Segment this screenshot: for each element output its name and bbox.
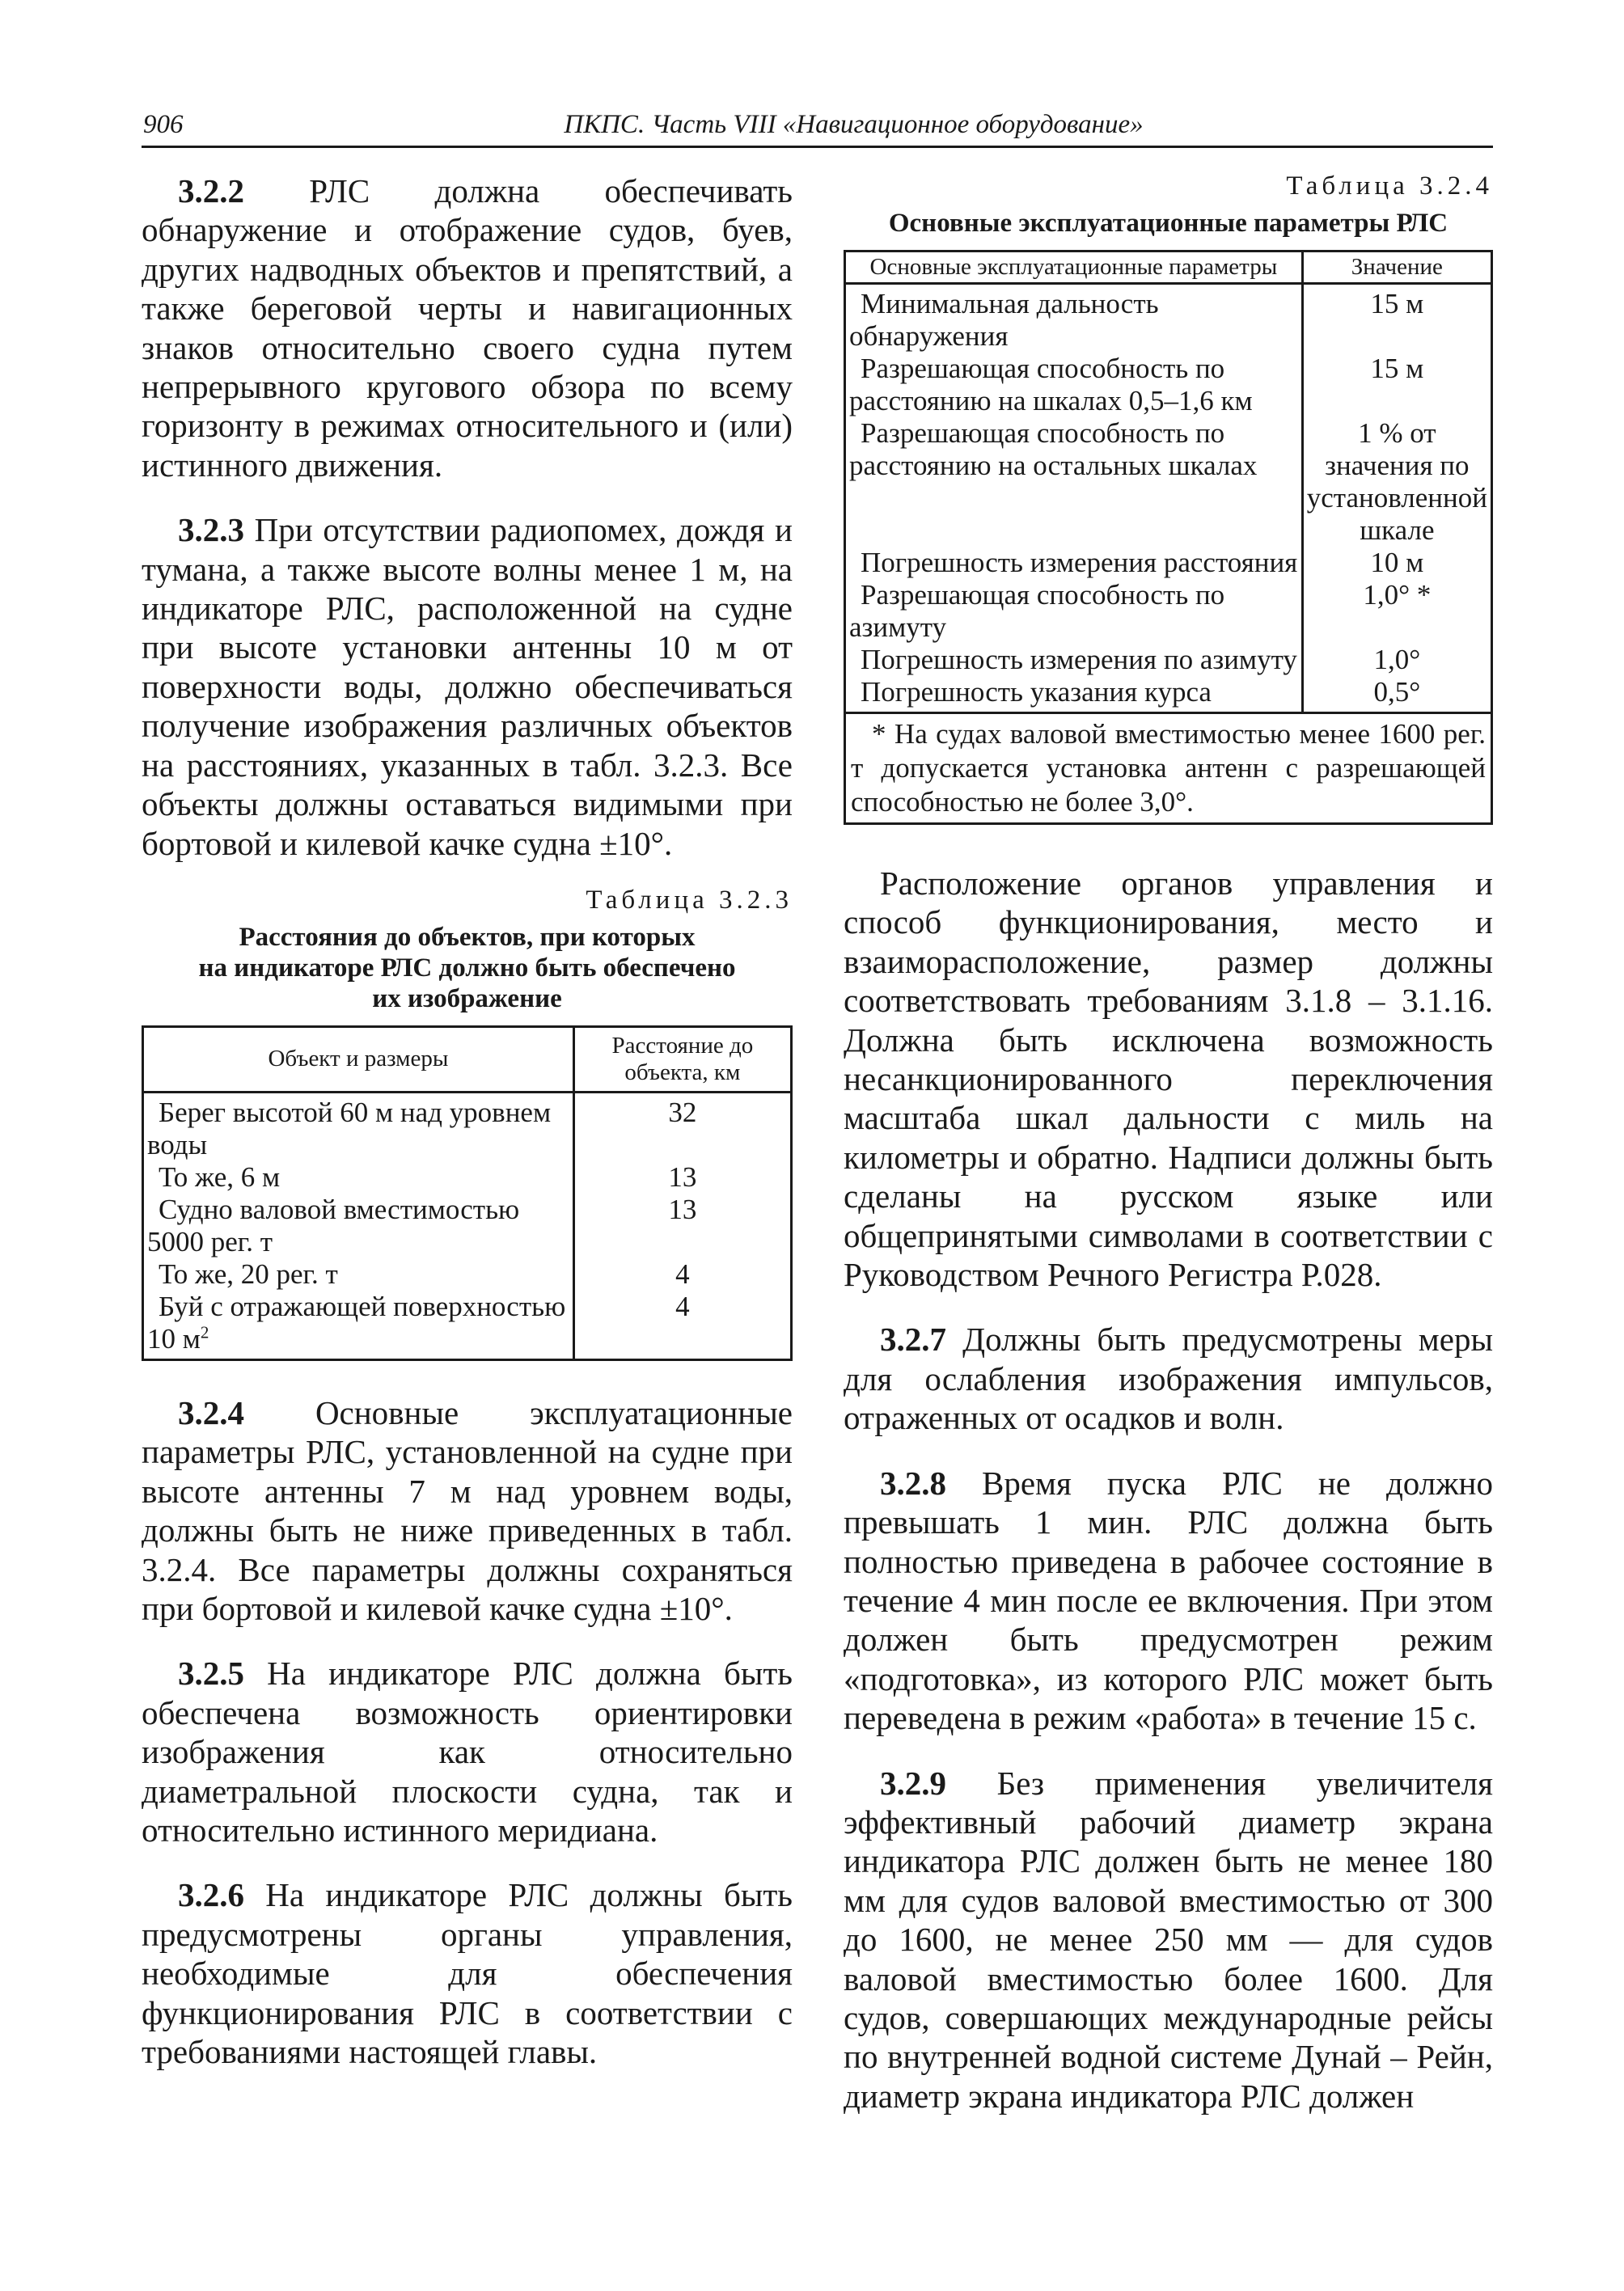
clause-number: 3.2.4 [178,1393,244,1431]
table-row [845,579,1492,644]
parameter-cell: Погрешность измерения по азимуту [845,644,1303,676]
object-cell: Берег высотой 60 м над уровнем воды [143,1092,574,1161]
paragraph-3-2-4 [142,1393,793,1628]
parameter-cell: Разрешающая способность по расстоянию на остальных шкалах [845,417,1303,547]
paragraph-text: При отсутствии радиопомех, дождя и тумана, а также высоте волны менее 1 м, на индикаторе РЛС, расположенной на судне при высоте установки антенны 10 м от поверхности воды, должно обеспечиваться получение изображения различных объектов на расстояниях, указанных в табл. 3.2.3. Все объекты должны оставаться видимыми при бортовой и килевой качке судна ±10°. [142,511,793,862]
paragraph-3-2-7 [844,1320,1493,1437]
table-title: Основные эксплуатационные параметры РЛС [888,209,1448,238]
table-row [845,353,1492,417]
value-cell: 10 м [1302,547,1491,579]
value-cell: 15 м [1302,353,1491,417]
table-row [143,1161,792,1194]
superscript: 2 [200,1322,209,1342]
table-row [143,1258,792,1291]
table-3-2-3-block [142,886,793,1361]
paragraph-text: Время пуска РЛС не должно превышать 1 мин. РЛС должна быть полностью приведена в рабочее состояние в течение 4 мин после ее включения. При этом должен быть предусмотрен режим «подготовка», из которого РЛС может быть переведена в режим «работа» в течение 15 с. [844,1464,1493,1737]
column-header: Основные эксплуатационные параметры [845,252,1303,284]
paragraph-text: РЛС должна обеспечивать обнаружение и отображение судов, буев, других надводных объектов и препятствий, а также береговой черты и навигационных знаков относительно своего судна путем непрерывного кругового обзора по всему горизонту в режимах относительного и (или) истинного движения. [142,172,793,484]
paragraph-3-2-2 [142,171,793,484]
table-title-line: Расстояния до объектов, при которых [239,922,696,952]
page-number: 906 [143,110,184,139]
parameter-cell: Погрешность указания курса [845,676,1303,713]
clause-number: 3.2.6 [178,1876,244,1914]
paragraph-text: Основные эксплуатационные параметры РЛС, установленной на судне при высоте антенны 7 м над уровнем воды, должны быть не ниже приведенных в табл. 3.2.4. Все параметры должны сохраняться при бортовой и килевой качке судна ±10°. [142,1393,793,1627]
clause-number: 3.2.5 [178,1655,244,1693]
paragraph-3-2-5 [142,1654,793,1849]
table-row [845,417,1492,547]
table-row [845,676,1492,713]
table-row [845,644,1492,676]
value-cell: 1 % от значения по установленной шкале [1302,417,1491,547]
paragraph-controls [844,864,1493,1294]
object-text: Буй с отражающей поверхностью 10 м [147,1290,566,1355]
table-row [845,547,1492,579]
table-header-row [143,1026,792,1092]
value-cell: 15 м [1302,284,1491,353]
paragraph-3-2-3 [142,510,793,863]
paragraph-text: Без применения увеличителя эффективный рабочий диаметр экрана индикатора РЛС должен быть не менее 180 мм для судов валовой вместимостью от 300 до 1600, не менее 250 мм — для судов валовой вместимостью более 1600. Для судов, совершающих международные рейсы по внутренней водной системе Дунай – Рейн, диаметр экрана индикатора РЛС должен [844,1764,1493,2115]
table-3-2-3 [142,1025,793,1361]
table-3-2-4-block [844,171,1493,825]
table-row [143,1092,792,1161]
clause-number: 3.2.2 [178,172,244,209]
table-title-line: на индикаторе РЛС должно быть обеспечено [198,953,736,983]
parameter-cell: Погрешность измерения расстояния [845,547,1303,579]
clause-number: 3.2.7 [880,1321,946,1359]
running-header [142,104,1493,148]
running-title: ПКПС. Часть VIII «Навигационное оборудование» [564,110,1144,139]
column-header: Расстояние до объекта, км [573,1026,791,1092]
parameter-cell: Минимальная дальность обнаружения [845,284,1303,353]
paragraph-text: Расположение органов управления и способ функционирования, место и взаиморасположение, размер должны соответствовать требованиям 3.1.8 – 3.1.16. Должна быть исключена возможность несанкционированного переключения масштаба шкал дальности с миль на километры и обратно. Надписи должны быть сделаны на русском языке или общепринятыми символами в соответствии с Руководством Речного Регистра Р.028. [844,864,1493,1294]
table-row [143,1291,792,1360]
paragraph-3-2-8 [844,1464,1493,1738]
object-cell: То же, 20 рег. т [143,1258,574,1291]
table-title [142,922,793,1014]
table-row [143,1194,792,1258]
column-header: Объект и размеры [143,1026,574,1092]
table-title-line: их изображение [372,983,562,1013]
clause-number: 3.2.9 [880,1764,946,1802]
paragraph-3-2-9 [844,1764,1493,2116]
distance-cell: 13 [573,1161,791,1194]
paragraph-text: Должны быть предусмотрены меры для ослабления изображения импульсов, отраженных от осадков и волн. [844,1321,1493,1437]
distance-cell: 13 [573,1194,791,1258]
value-cell: 1,0° [1302,644,1491,676]
distance-cell: 32 [573,1092,791,1161]
table-note-row [845,713,1492,824]
parameter-cell: Разрешающая способность по азимуту [845,579,1303,644]
object-cell: То же, 6 м [143,1161,574,1194]
paragraph-text: На индикаторе РЛС должна быть обеспечена возможность ориентировки изображения как относительно диаметральной плоскости судна, так и относительно истинного меридиана. [142,1655,793,1849]
column-header: Значение [1302,252,1491,284]
distance-cell: 4 [573,1258,791,1291]
parameter-cell: Разрешающая способность по расстоянию на шкалах 0,5–1,6 км [845,353,1303,417]
paragraph-text: На индикаторе РЛС должны быть предусмотрены органы управления, необходимые для обеспечения функционирования РЛС в соответствии с требованиями настоящей главы. [142,1876,793,2070]
table-label: Таблица 3.2.4 [1286,171,1493,201]
left-column [142,171,793,2097]
table-footnote: * На судах валовой вместимостью менее 1600 рег. т допускается установка антенн с разрешающей способностью не более 3,0°. [845,713,1492,824]
table-header-row [845,252,1492,284]
distance-cell: 4 [573,1291,791,1360]
object-cell: Судно валовой вместимостью 5000 рег. т [143,1194,574,1258]
table-row [845,284,1492,353]
value-cell: 1,0° * [1302,579,1491,644]
clause-number: 3.2.8 [880,1464,946,1502]
table-label: Таблица 3.2.3 [586,885,793,915]
table-3-2-4 [844,250,1493,825]
clause-number: 3.2.3 [178,511,244,549]
paragraph-3-2-6 [142,1875,793,2071]
object-cell [143,1291,574,1360]
right-column [844,171,1493,2141]
value-cell: 0,5° [1302,676,1491,713]
